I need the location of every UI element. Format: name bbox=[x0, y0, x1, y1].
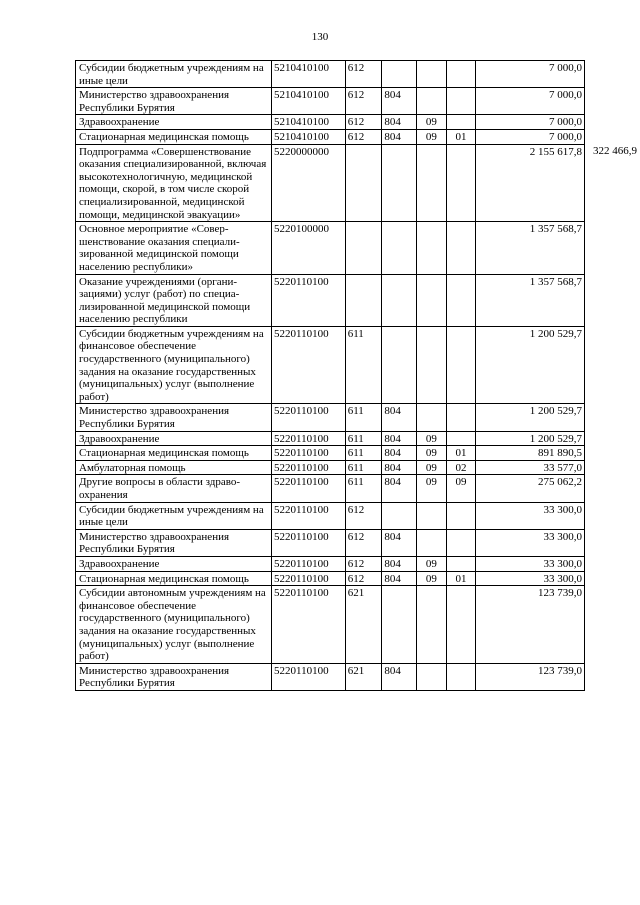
table-row bbox=[76, 529, 640, 556]
expense-type-code: 612 bbox=[345, 556, 382, 571]
expense-type-code: 611 bbox=[345, 431, 382, 446]
department-code: 804 bbox=[382, 475, 417, 502]
section-code: 09 bbox=[416, 571, 446, 586]
expense-type-code: 621 bbox=[345, 663, 382, 690]
subsection-code: 09 bbox=[446, 475, 476, 502]
amount: 7 000,0 bbox=[476, 129, 585, 144]
section-code: 09 bbox=[416, 129, 446, 144]
section-code bbox=[416, 586, 446, 664]
table-row bbox=[76, 144, 640, 222]
subsection-code bbox=[446, 529, 476, 556]
section-code: 09 bbox=[416, 431, 446, 446]
target-article-code: 5210410100 bbox=[272, 129, 346, 144]
subsection-code: 01 bbox=[446, 129, 476, 144]
table-row bbox=[76, 663, 640, 690]
table-body bbox=[76, 61, 640, 691]
table-row bbox=[76, 88, 640, 115]
extra-amount bbox=[585, 61, 640, 88]
amount: 275 062,2 bbox=[476, 475, 585, 502]
section-code bbox=[416, 88, 446, 115]
department-code bbox=[382, 144, 417, 222]
row-name: Основное мероприятие «Совершенствование оказания специализированной медицинской помощи населению республики» bbox=[76, 222, 272, 274]
subsection-code bbox=[446, 88, 476, 115]
target-article-code: 5220110100 bbox=[272, 326, 346, 404]
row-name: Другие вопросы в области здравоохранения bbox=[76, 475, 272, 502]
table-row bbox=[76, 61, 640, 88]
extra-amount bbox=[585, 115, 640, 130]
extra-amount bbox=[585, 326, 640, 404]
amount: 7 000,0 bbox=[476, 61, 585, 88]
expense-type-code: 611 bbox=[345, 460, 382, 475]
target-article-code: 5210410100 bbox=[272, 88, 346, 115]
row-name: Здравоохранение bbox=[76, 556, 272, 571]
table-row bbox=[76, 274, 640, 326]
expense-type-code: 621 bbox=[345, 586, 382, 664]
target-article-code: 5220110100 bbox=[272, 274, 346, 326]
row-name: Министерство здравоохранения Республики Бурятия bbox=[76, 529, 272, 556]
target-article-code: 5220000000 bbox=[272, 144, 346, 222]
subsection-code bbox=[446, 61, 476, 88]
section-code bbox=[416, 144, 446, 222]
department-code: 804 bbox=[382, 431, 417, 446]
table-row bbox=[76, 222, 640, 274]
amount: 33 300,0 bbox=[476, 556, 585, 571]
target-article-code: 5220110100 bbox=[272, 431, 346, 446]
section-code: 09 bbox=[416, 475, 446, 502]
amount: 123 739,0 bbox=[476, 586, 585, 664]
department-code: 804 bbox=[382, 529, 417, 556]
department-code: 804 bbox=[382, 571, 417, 586]
extra-amount bbox=[585, 571, 640, 586]
section-code bbox=[416, 663, 446, 690]
target-article-code: 5220110100 bbox=[272, 663, 346, 690]
row-name: Амбулаторная помощь bbox=[76, 460, 272, 475]
section-code bbox=[416, 529, 446, 556]
expense-type-code: 612 bbox=[345, 129, 382, 144]
target-article-code: 5220110100 bbox=[272, 529, 346, 556]
row-name: Министерство здравоохранения Республики Бурятия bbox=[76, 663, 272, 690]
table-row bbox=[76, 502, 640, 529]
expense-type-code bbox=[345, 144, 382, 222]
amount: 1 200 529,7 bbox=[476, 404, 585, 431]
extra-amount bbox=[585, 460, 640, 475]
department-code bbox=[382, 274, 417, 326]
extra-amount bbox=[585, 431, 640, 446]
subsection-code bbox=[446, 222, 476, 274]
table-row bbox=[76, 586, 640, 664]
row-name: Стационарная медицинская помощь bbox=[76, 446, 272, 461]
section-code bbox=[416, 222, 446, 274]
extra-amount bbox=[585, 88, 640, 115]
target-article-code: 5220110100 bbox=[272, 502, 346, 529]
extra-amount bbox=[585, 404, 640, 431]
expense-type-code: 612 bbox=[345, 571, 382, 586]
target-article-code: 5220110100 bbox=[272, 586, 346, 664]
extra-amount bbox=[585, 502, 640, 529]
amount: 1 357 568,7 bbox=[476, 222, 585, 274]
target-article-code: 5220110100 bbox=[272, 446, 346, 461]
table-row bbox=[76, 129, 640, 144]
department-code: 804 bbox=[382, 88, 417, 115]
row-name: Здравоохранение bbox=[76, 115, 272, 130]
section-code bbox=[416, 502, 446, 529]
row-name: Субсидии автономным учреждениям на финансовое обеспечение государственного (муниципального) задания на оказание государственных (муниципальных) услуг (выполнение работ) bbox=[76, 586, 272, 664]
expense-type-code: 612 bbox=[345, 502, 382, 529]
expense-type-code: 611 bbox=[345, 475, 382, 502]
row-name: Здравоохранение bbox=[76, 431, 272, 446]
extra-amount bbox=[585, 222, 640, 274]
amount: 1 200 529,7 bbox=[476, 326, 585, 404]
target-article-code: 5220110100 bbox=[272, 556, 346, 571]
row-name: Министерство здравоохранения Республики Бурятия bbox=[76, 88, 272, 115]
subsection-code: 01 bbox=[446, 571, 476, 586]
table-row bbox=[76, 115, 640, 130]
expense-type-code: 611 bbox=[345, 404, 382, 431]
subsection-code bbox=[446, 144, 476, 222]
department-code bbox=[382, 326, 417, 404]
extra-amount: 322 466,9 bbox=[593, 145, 637, 158]
section-code: 09 bbox=[416, 556, 446, 571]
amount: 33 300,0 bbox=[476, 529, 585, 556]
extra-amount bbox=[585, 586, 640, 664]
table-row bbox=[76, 571, 640, 586]
expense-type-code: 611 bbox=[345, 446, 382, 461]
department-code: 804 bbox=[382, 460, 417, 475]
row-name: Министерство здравоохранения Республики Бурятия bbox=[76, 404, 272, 431]
target-article-code: 5220110100 bbox=[272, 404, 346, 431]
extra-amount bbox=[585, 129, 640, 144]
amount: 33 300,0 bbox=[476, 502, 585, 529]
subsection-code bbox=[446, 404, 476, 431]
expense-type-code: 612 bbox=[345, 115, 382, 130]
department-code: 804 bbox=[382, 129, 417, 144]
amount: 33 577,0 bbox=[476, 460, 585, 475]
department-code bbox=[382, 586, 417, 664]
target-article-code: 5220110100 bbox=[272, 460, 346, 475]
subsection-code bbox=[446, 556, 476, 571]
department-code: 804 bbox=[382, 404, 417, 431]
department-code bbox=[382, 222, 417, 274]
table-row bbox=[76, 475, 640, 502]
table-row bbox=[76, 431, 640, 446]
target-article-code: 5210410100 bbox=[272, 115, 346, 130]
expense-type-code: 612 bbox=[345, 529, 382, 556]
section-code: 09 bbox=[416, 115, 446, 130]
amount: 7 000,0 bbox=[476, 115, 585, 130]
table-row bbox=[76, 446, 640, 461]
row-name: Субсидии бюджетным учреждениям на иные цели bbox=[76, 502, 272, 529]
row-name: Субсидии бюджетным учреждениям на финансовое обеспечение государственного (муниципального) задания на оказание государственных (муниципальных) услуг (выполнение работ) bbox=[76, 326, 272, 404]
table-row bbox=[76, 460, 640, 475]
table-row bbox=[76, 556, 640, 571]
extra-amount bbox=[585, 274, 640, 326]
page-number: 130 bbox=[311, 31, 329, 43]
amount: 7 000,0 bbox=[476, 88, 585, 115]
table-row bbox=[76, 404, 640, 431]
subsection-code bbox=[446, 586, 476, 664]
budget-table bbox=[75, 60, 640, 691]
subsection-code bbox=[446, 326, 476, 404]
expense-type-code: 612 bbox=[345, 88, 382, 115]
amount: 1 357 568,7 bbox=[476, 274, 585, 326]
subsection-code bbox=[446, 663, 476, 690]
expense-type-code: 611 bbox=[345, 326, 382, 404]
department-code: 804 bbox=[382, 115, 417, 130]
expense-type-code bbox=[345, 222, 382, 274]
extra-amount bbox=[585, 475, 640, 502]
extra-amount bbox=[585, 556, 640, 571]
table-row bbox=[76, 326, 640, 404]
amount: 123 739,0 bbox=[476, 663, 585, 690]
department-code: 804 bbox=[382, 556, 417, 571]
amount: 2 155 617,8 bbox=[476, 144, 585, 222]
subsection-code bbox=[446, 502, 476, 529]
extra-amount bbox=[585, 663, 640, 690]
row-name: Стационарная медицинская помощь bbox=[76, 571, 272, 586]
subsection-code bbox=[446, 274, 476, 326]
target-article-code: 5220110100 bbox=[272, 475, 346, 502]
amount: 33 300,0 bbox=[476, 571, 585, 586]
expense-type-code: 612 bbox=[345, 61, 382, 88]
subsection-code: 02 bbox=[446, 460, 476, 475]
extra-amount bbox=[585, 446, 640, 461]
row-name: Субсидии бюджетным учреждениям на иные цели bbox=[76, 61, 272, 88]
row-name: Стационарная медицинская помощь bbox=[76, 129, 272, 144]
extra-amount bbox=[585, 529, 640, 556]
section-code: 09 bbox=[416, 446, 446, 461]
section-code: 09 bbox=[416, 460, 446, 475]
department-code bbox=[382, 502, 417, 529]
subsection-code: 01 bbox=[446, 446, 476, 461]
target-article-code: 5220110100 bbox=[272, 571, 346, 586]
department-code: 804 bbox=[382, 663, 417, 690]
department-code bbox=[382, 61, 417, 88]
section-code bbox=[416, 404, 446, 431]
subsection-code bbox=[446, 115, 476, 130]
expense-type-code bbox=[345, 274, 382, 326]
section-code bbox=[416, 61, 446, 88]
department-code: 804 bbox=[382, 446, 417, 461]
subsection-code bbox=[446, 431, 476, 446]
row-name: Подпрограмма «Совершенствование оказания специализированной, включая высокотехнологичную, медицинской помощи, скорой, в том числе скорой специализированной, медицинской помощи, медицинской эвакуации» bbox=[76, 144, 272, 222]
row-name: Оказание учреждениями (организациями) услуг (работ) по специализированной медицинской помощи населению республики bbox=[76, 274, 272, 326]
section-code bbox=[416, 326, 446, 404]
section-code bbox=[416, 274, 446, 326]
amount: 891 890,5 bbox=[476, 446, 585, 461]
target-article-code: 5220100000 bbox=[272, 222, 346, 274]
amount: 1 200 529,7 bbox=[476, 431, 585, 446]
target-article-code: 5210410100 bbox=[272, 61, 346, 88]
